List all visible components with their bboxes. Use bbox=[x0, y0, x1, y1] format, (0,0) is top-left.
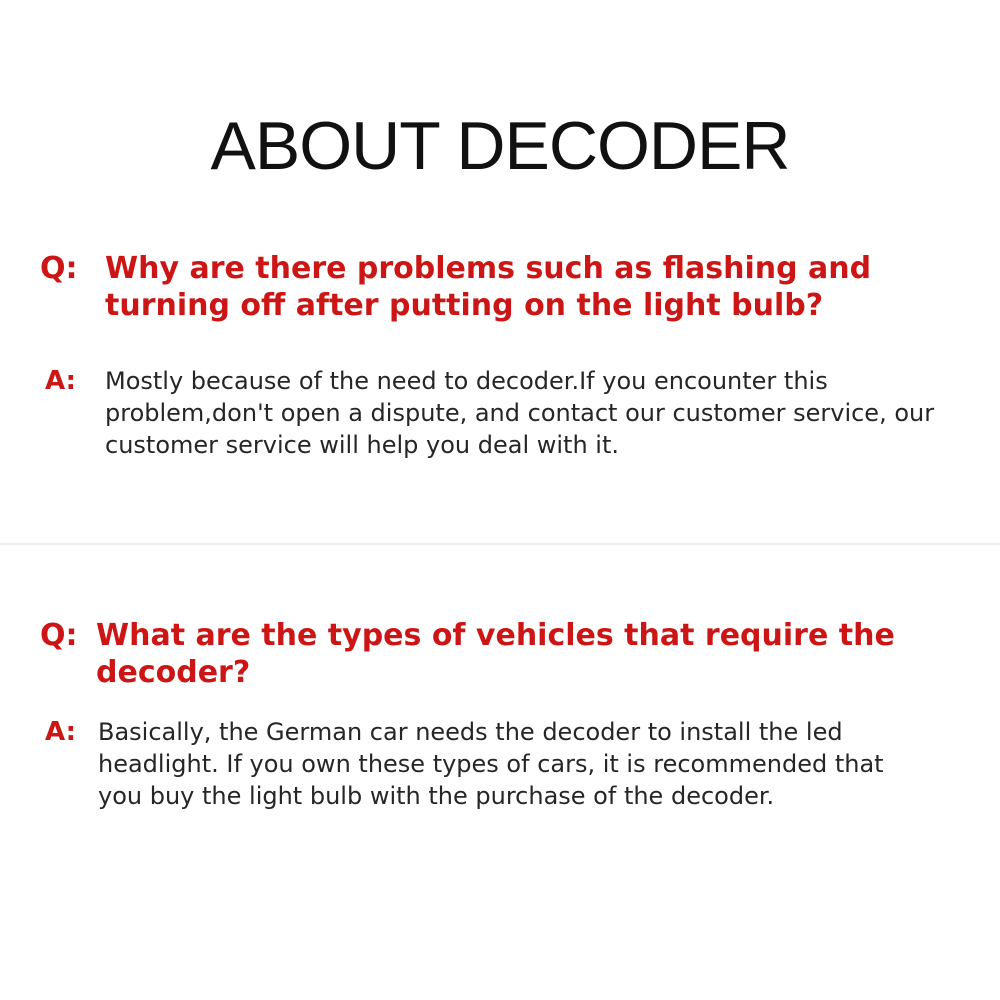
section-divider bbox=[0, 543, 1000, 545]
page-title: ABOUT DECODER bbox=[210, 108, 790, 184]
question-text: Why are there problems such as flashing and turning off after putting on the light bulb? bbox=[105, 251, 872, 323]
answer-row bbox=[45, 365, 965, 465]
question-text: What are the types of vehicles that require the decoder? bbox=[96, 618, 895, 690]
answer-text: Basically, the German car needs the decoder to install the led headlight. If you own these types of cars, it is recommended that you buy the light bulb with the purchase of the decoder. bbox=[98, 718, 884, 810]
answer-marker: A: bbox=[45, 366, 77, 396]
answer-row bbox=[45, 716, 965, 856]
question-marker: Q: bbox=[40, 618, 78, 653]
answer-text: Mostly because of the need to decoder.If you encounter this problem,don't open a dispute, and contact our customer service, our customer service will help you deal with it. bbox=[105, 367, 935, 459]
answer-marker: A: bbox=[45, 717, 77, 747]
question-marker: Q: bbox=[40, 251, 78, 286]
question-row bbox=[40, 617, 960, 697]
question-row bbox=[40, 250, 960, 330]
